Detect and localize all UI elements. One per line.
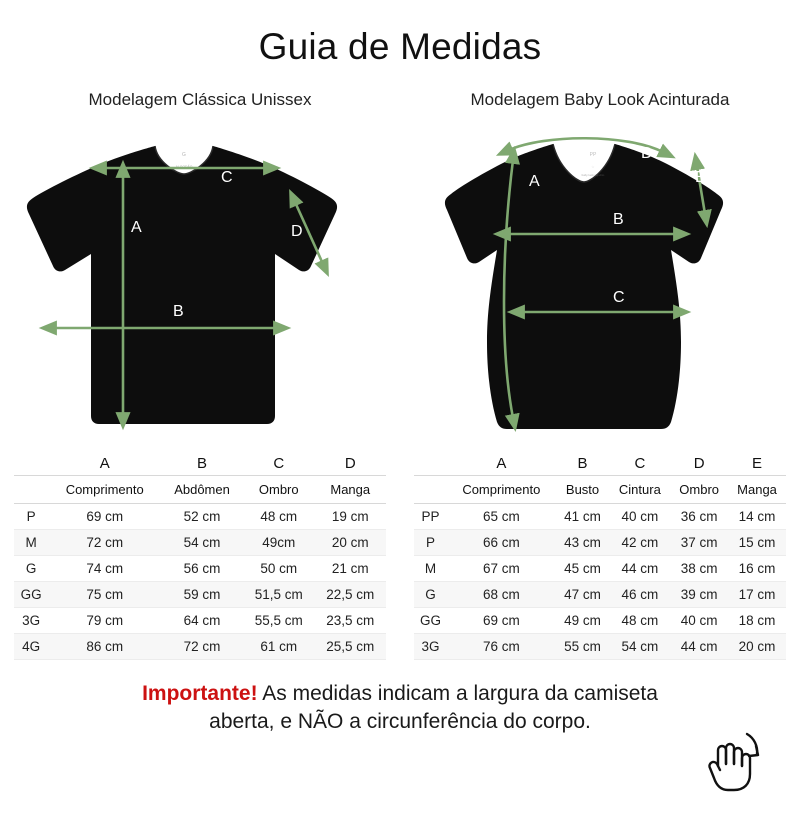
section-unissex xyxy=(0,90,400,446)
col-letter: C xyxy=(634,455,646,472)
table-babylook-letters-row xyxy=(414,450,786,476)
marker-A: A xyxy=(131,219,142,236)
unissex-shirt-illustration xyxy=(5,116,395,446)
cell-value: 67 cm xyxy=(482,561,520,576)
babylook-shirt-shape xyxy=(445,144,723,429)
cell-value: 69 cm xyxy=(482,613,520,628)
table-row xyxy=(14,608,386,634)
measurement-tables xyxy=(0,450,800,660)
section-babylook xyxy=(400,90,800,446)
cell-value: 54 cm xyxy=(183,535,221,550)
table-row xyxy=(14,504,386,530)
table-babylook-names-row xyxy=(414,476,786,504)
table-unissex xyxy=(14,450,386,660)
col-name xyxy=(14,476,48,504)
marker-B: B xyxy=(613,211,624,228)
cell-value: 74 cm xyxy=(86,561,124,576)
cell-value: 48 cm xyxy=(260,509,298,524)
table-unissex-letters-row xyxy=(14,450,386,476)
marker-C: C xyxy=(221,169,233,186)
table-babylook-wrap xyxy=(400,450,800,660)
table-row xyxy=(414,608,786,634)
note-emphasis: Importante! xyxy=(142,682,258,705)
col-name: Comprimento xyxy=(447,476,556,504)
cell-size: M xyxy=(25,535,37,550)
col-letter: C xyxy=(273,455,285,472)
col-letter: E xyxy=(752,455,763,472)
cell-value: 25,5 cm xyxy=(326,639,375,654)
svg-text:ALGODÃO: ALGODÃO xyxy=(175,165,193,169)
table-row xyxy=(14,582,386,608)
cell-value: 59 cm xyxy=(183,587,221,602)
cell-value: 40 cm xyxy=(621,509,659,524)
cell-size: 4G xyxy=(22,639,41,654)
cell-value: 44 cm xyxy=(621,561,659,576)
table-babylook xyxy=(414,450,786,660)
table-row xyxy=(414,530,786,556)
cell-value: 19 cm xyxy=(331,509,369,524)
cell-size: P xyxy=(426,535,436,550)
col-name: Manga xyxy=(728,476,786,504)
cell-value: 76 cm xyxy=(482,639,520,654)
col-name: Cintura xyxy=(610,476,671,504)
svg-text:baby look algodão: baby look algodão xyxy=(581,173,605,177)
marker-D: D xyxy=(291,223,303,240)
cell-value: 43 cm xyxy=(564,535,601,550)
cell-size: PP xyxy=(421,509,440,524)
cell-value: 69 cm xyxy=(86,509,124,524)
cell-value: 38 cm xyxy=(680,561,718,576)
svg-text:G: G xyxy=(182,152,186,158)
table-unissex-wrap xyxy=(0,450,400,660)
table-row xyxy=(414,582,786,608)
cell-value: 44 cm xyxy=(680,639,718,654)
cell-value: 18 cm xyxy=(738,613,776,628)
cell-value: 49 cm xyxy=(564,613,601,628)
col-letter: A xyxy=(99,455,110,472)
cell-value: 68 cm xyxy=(482,587,520,602)
table-row xyxy=(414,556,786,582)
illustrations-row xyxy=(0,90,800,446)
table-row xyxy=(414,504,786,530)
cell-size: G xyxy=(25,561,37,576)
col-letter xyxy=(414,450,447,476)
cell-value: 21 cm xyxy=(331,561,369,576)
cell-value: 39 cm xyxy=(680,587,718,602)
note-line-1: As medidas indicam a largura da camiseta xyxy=(257,682,658,705)
babylook-shirt-illustration xyxy=(405,116,795,446)
note-line-2: aberta, e NÃO a circunferência do corpo. xyxy=(209,710,591,734)
cell-value: 14 cm xyxy=(738,509,776,524)
col-name: Manga xyxy=(314,476,386,504)
cell-value: 66 cm xyxy=(482,535,520,550)
col-letter xyxy=(14,450,48,476)
cell-value: 75 cm xyxy=(86,587,124,602)
col-letter: A xyxy=(496,455,507,472)
cell-value: 65 cm xyxy=(482,509,520,524)
cell-value: 22,5 cm xyxy=(326,587,375,602)
cell-value: 61 cm xyxy=(260,639,298,654)
cell-value: 15 cm xyxy=(738,535,776,550)
cell-value: 45 cm xyxy=(564,561,601,576)
col-letter: D xyxy=(693,455,705,472)
cell-value: 40 cm xyxy=(680,613,718,628)
cell-value: 86 cm xyxy=(86,639,124,654)
cell-value: 37 cm xyxy=(680,535,718,550)
cell-value: 48 cm xyxy=(621,613,659,628)
section-heading-babylook: Modelagem Baby Look Acinturada xyxy=(470,90,730,109)
cell-value: 72 cm xyxy=(86,535,124,550)
marker-B: B xyxy=(173,303,184,320)
cell-value: 51,5 cm xyxy=(254,587,303,602)
marker-E: E xyxy=(695,169,706,186)
cell-size: M xyxy=(424,561,437,576)
cell-value: 49cm xyxy=(262,535,296,550)
cell-value: 17 cm xyxy=(738,587,776,602)
svg-text:♡: ♡ xyxy=(591,165,595,169)
col-name: Ombro xyxy=(243,476,314,504)
cell-value: 20 cm xyxy=(331,535,369,550)
svg-text:PP: PP xyxy=(589,152,597,158)
cell-size: GG xyxy=(20,587,42,602)
col-letter: D xyxy=(344,455,356,472)
cell-value: 55 cm xyxy=(564,639,601,654)
marker-D: D xyxy=(641,145,653,162)
cell-value: 72 cm xyxy=(183,639,221,654)
table-row xyxy=(414,634,786,660)
cell-value: 64 cm xyxy=(183,613,221,628)
cell-size: G xyxy=(425,587,436,602)
cell-size: P xyxy=(26,509,36,524)
cell-value: 50 cm xyxy=(260,561,298,576)
cell-value: 55,5 cm xyxy=(254,613,303,628)
section-heading-unissex: Modelagem Clássica Unissex xyxy=(88,90,312,109)
table-row xyxy=(14,556,386,582)
important-note xyxy=(0,680,800,737)
hand-tap-icon xyxy=(692,726,764,798)
marker-A: A xyxy=(529,173,540,190)
cell-value: 16 cm xyxy=(738,561,776,576)
col-name: Ombro xyxy=(670,476,728,504)
cell-size: GG xyxy=(420,613,442,628)
marker-C: C xyxy=(613,289,625,306)
cell-size: 3G xyxy=(421,639,440,654)
col-letter: B xyxy=(197,455,208,472)
col-name: Abdômen xyxy=(161,476,243,504)
col-name: Busto xyxy=(556,476,610,504)
cell-size: 3G xyxy=(22,613,41,628)
col-name: Comprimento xyxy=(48,476,161,504)
cell-value: 41 cm xyxy=(564,509,601,524)
cell-value: 47 cm xyxy=(564,587,601,602)
table-unissex-names-row xyxy=(14,476,386,504)
cell-value: 56 cm xyxy=(183,561,221,576)
page-title: Guia de Medidas xyxy=(258,26,542,67)
cell-value: 52 cm xyxy=(183,509,221,524)
cell-value: 23,5 cm xyxy=(326,613,375,628)
cell-value: 36 cm xyxy=(680,509,718,524)
table-row xyxy=(14,530,386,556)
table-row xyxy=(14,634,386,660)
babylook-neck-label xyxy=(582,152,605,177)
cell-value: 54 cm xyxy=(621,639,659,654)
unissex-shirt-shape xyxy=(27,146,337,424)
col-name xyxy=(414,476,447,504)
cell-value: 46 cm xyxy=(621,587,659,602)
cell-value: 20 cm xyxy=(738,639,776,654)
cell-value: 79 cm xyxy=(86,613,124,628)
cell-value: 42 cm xyxy=(621,535,659,550)
unissex-neck-label xyxy=(176,152,193,169)
col-letter: B xyxy=(577,455,588,472)
